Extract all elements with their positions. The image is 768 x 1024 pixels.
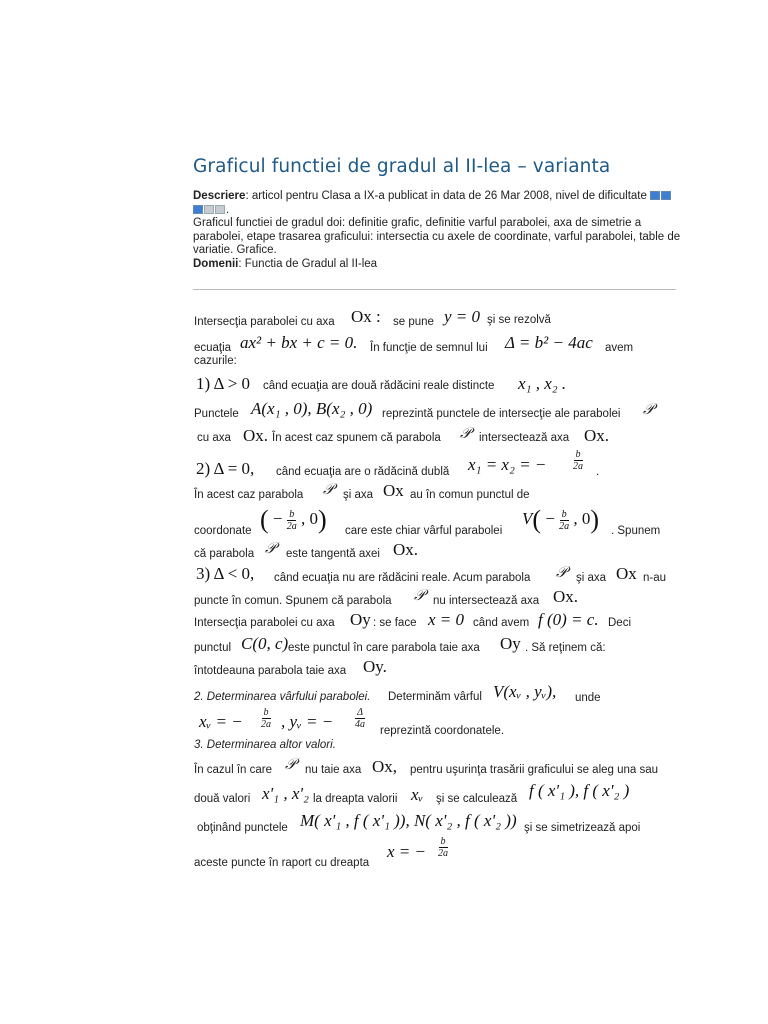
text-oy-b: : se face [373, 617, 417, 629]
text-d1-a: În cazul în care [194, 764, 272, 776]
description-label: Descriere [193, 190, 246, 202]
section-3-title: 3. Determinarea altor valori. [194, 739, 336, 751]
text-dot: . [596, 466, 600, 478]
math-point-c: C(0, c) [241, 634, 289, 653]
text-c3b: şi axa [576, 572, 607, 584]
text-s2-a: Determinăm vârful [388, 691, 482, 703]
math-ox: Ox, [372, 757, 398, 776]
text-r1b: nu intersectează axa [433, 595, 540, 607]
page-title: Graficul functiei de gradul al II-lea – varianta [193, 156, 611, 177]
text-p1b: reprezintă punctele de intersecţie ale parabolei [382, 408, 621, 420]
text-oy-a: Intersecţia parabolei cu axa [194, 617, 335, 629]
section-2-title: 2. Determinarea vârfului parabolei. [194, 691, 371, 703]
text-case1: când ecuaţia are două rădăcini reale distincte [263, 380, 495, 392]
math-vertex-v: V(xᵥ , yᵥ), [493, 682, 557, 701]
text-q2a: coordonate [194, 525, 252, 537]
math-delta-def: Δ = b² − 4ac [505, 333, 593, 352]
fraction: $\frac{b}{2a}$ [573, 449, 583, 472]
math-roots: x₁ , x₂ . [518, 374, 567, 393]
math-equation: ax² + bx + c = 0. [240, 333, 358, 352]
math-double-root: x₁ = x₂ = − [468, 455, 547, 474]
math-x0: x = 0 [428, 610, 465, 629]
text-p2a: cu axa [197, 432, 231, 444]
math-ox: Ox [616, 564, 637, 583]
text-c3c: n-au [643, 572, 667, 584]
text-oy-c: când avem [473, 617, 530, 629]
divider [193, 289, 676, 290]
fraction: $\frac{b}{2a}$ [438, 836, 448, 859]
math-xprime: x'₁ , x'₂ [262, 784, 309, 803]
text-d3-b: şi se simetrizează apoi [524, 822, 641, 834]
text-d1-c: pentru uşurinţa trasării graficului se aleg una sau [410, 764, 659, 776]
math-points-mn: M( x'₁ , f ( x'₁ )), N( x'₂ , f ( x'₂ )) [300, 811, 517, 830]
text-p2b: În acest caz spunem că parabola [272, 432, 441, 444]
parabola-symbol: 𝒫 [265, 539, 276, 557]
math-oy: Oy. [363, 657, 387, 676]
article-meta: Descriere: articol pentru Clasa a IX-a publicat in data de 26 Mar 2008, nivel de dificultate . Graficul functiei de gradul doi: definitie grafic, definitie varful parabolei, axa de simetrie a parabolei, etape trasarea graficului: intersectia cu axele de coordinate, varful parabolei, table de variatie. Grafice. Domenii: Functia de Gradul al II-lea [193, 190, 681, 270]
text-q2c: . Spunem [611, 525, 661, 537]
text-l2a: ecuaţia [194, 342, 232, 354]
parabola-symbol: 𝒫 [414, 586, 425, 604]
math-case1: 1) Δ > 0 [196, 374, 251, 393]
math-l1-y0: y = 0 [444, 307, 481, 326]
text-p1a: Punctele [194, 408, 239, 420]
math-vertex-coords: ( − $\frac{b}{2a}$ , 0) [260, 505, 327, 534]
text-l1a: Intersecţia parabolei cu axa [194, 316, 335, 328]
parabola-symbol: 𝒫 [460, 424, 471, 442]
math-fvalues: f ( x'₁ ), f ( x'₂ ) [529, 781, 630, 800]
text-pc-c: . Să reţinem că: [525, 642, 606, 654]
text-s2-b: unde [575, 692, 601, 704]
text-pc-b: este punctul în care parabola taie axa [288, 642, 480, 654]
math-points-ab: A(x₁ , 0), B(x₂ , 0) [251, 399, 373, 418]
parabola-symbol: 𝒫 [285, 755, 296, 773]
math-oy: Oy [500, 634, 521, 653]
math-vertex: V( − $\frac{b}{2a}$ , 0) [522, 505, 600, 534]
math-ox: Ox. [393, 540, 419, 559]
math-f0: f (0) = c. [538, 610, 599, 629]
text-l1b: se pune [393, 316, 434, 328]
text-l2c: avem [605, 342, 634, 354]
text-q1c: au în comun punctul de [410, 489, 530, 501]
text-case3: când ecuaţia nu are rădăcini reale. Acum parabola [274, 572, 531, 584]
math-ox: Ox [383, 481, 404, 500]
math-xv: xᵥ = − [199, 712, 243, 731]
text-case2: când ecuaţia are o rădăcină dublă [276, 466, 450, 478]
math-xv: xᵥ [411, 785, 424, 804]
text-q3b: este tangentă axei [286, 548, 380, 560]
text-d4-a: aceste puncte în raport cu dreapta [194, 857, 370, 869]
text-pc-a: punctul [194, 642, 232, 654]
text-l1c: şi se rezolvă [487, 314, 551, 326]
math-oy: Oy [350, 610, 371, 629]
text-l2b: În funcţie de semnul lui [370, 342, 488, 354]
domains-link[interactable]: : Functia de Gradul al II-lea [238, 257, 378, 270]
text-d3-a: obţinând punctele [197, 822, 288, 834]
parabola-symbol: 𝒫 [556, 563, 567, 581]
parabola-symbol: 𝒫 [323, 480, 334, 498]
text-d1-b: nu taie axa [305, 764, 362, 776]
text-q1b: şi axa [343, 489, 374, 501]
math-axis: x = − [387, 842, 426, 861]
math-ox: Ox. [584, 426, 610, 445]
fraction: $\frac{b}{2a}$ [261, 707, 271, 730]
text-p2c: intersectează axa [479, 432, 570, 444]
text-xv-t: reprezintă coordonatele. [380, 725, 505, 737]
math-case2: 2) Δ = 0, [196, 459, 255, 478]
text-d2-a: două valori [194, 793, 251, 805]
math-ox: Ox. [243, 426, 269, 445]
text-q2b: care este chiar vârful parabolei [345, 525, 503, 537]
text-q3a: că parabola [194, 548, 255, 560]
text-d2-c: şi se calculează [436, 793, 518, 805]
text-oy-d: Deci [608, 617, 632, 629]
math-l1-ox: Ox : [351, 307, 381, 326]
text-r1a: puncte în comun. Spunem că parabola [194, 595, 392, 607]
math-yv: , yᵥ = − [281, 712, 334, 731]
summary-text: Graficul functiei de gradul doi: definitie grafic, definitie varful parabolei, axa de simetrie a parabolei, etape trasarea graficului: intersectia cu axele de coordinate, varful parabolei, table de variatie. Grafice. [193, 217, 681, 257]
fraction: $\frac{\Delta}{4a}$ [355, 707, 365, 730]
math-ox: Ox. [553, 587, 579, 606]
domains-label: Domenii [193, 257, 239, 270]
text-d2-b: la dreapta valorii [313, 793, 398, 805]
math-case3: 3) Δ < 0, [196, 564, 255, 583]
parabola-symbol: 𝒫 [643, 400, 654, 418]
text-q1a: În acest caz parabola [194, 489, 304, 501]
description-text: : articol pentru Clasa a IX-a publicat in data de 26 Mar 2008, nivel de dificultate [245, 190, 647, 202]
text-l3: cazurile: [194, 355, 237, 367]
text-al-a: întotdeauna parabola taie axa [194, 665, 347, 677]
